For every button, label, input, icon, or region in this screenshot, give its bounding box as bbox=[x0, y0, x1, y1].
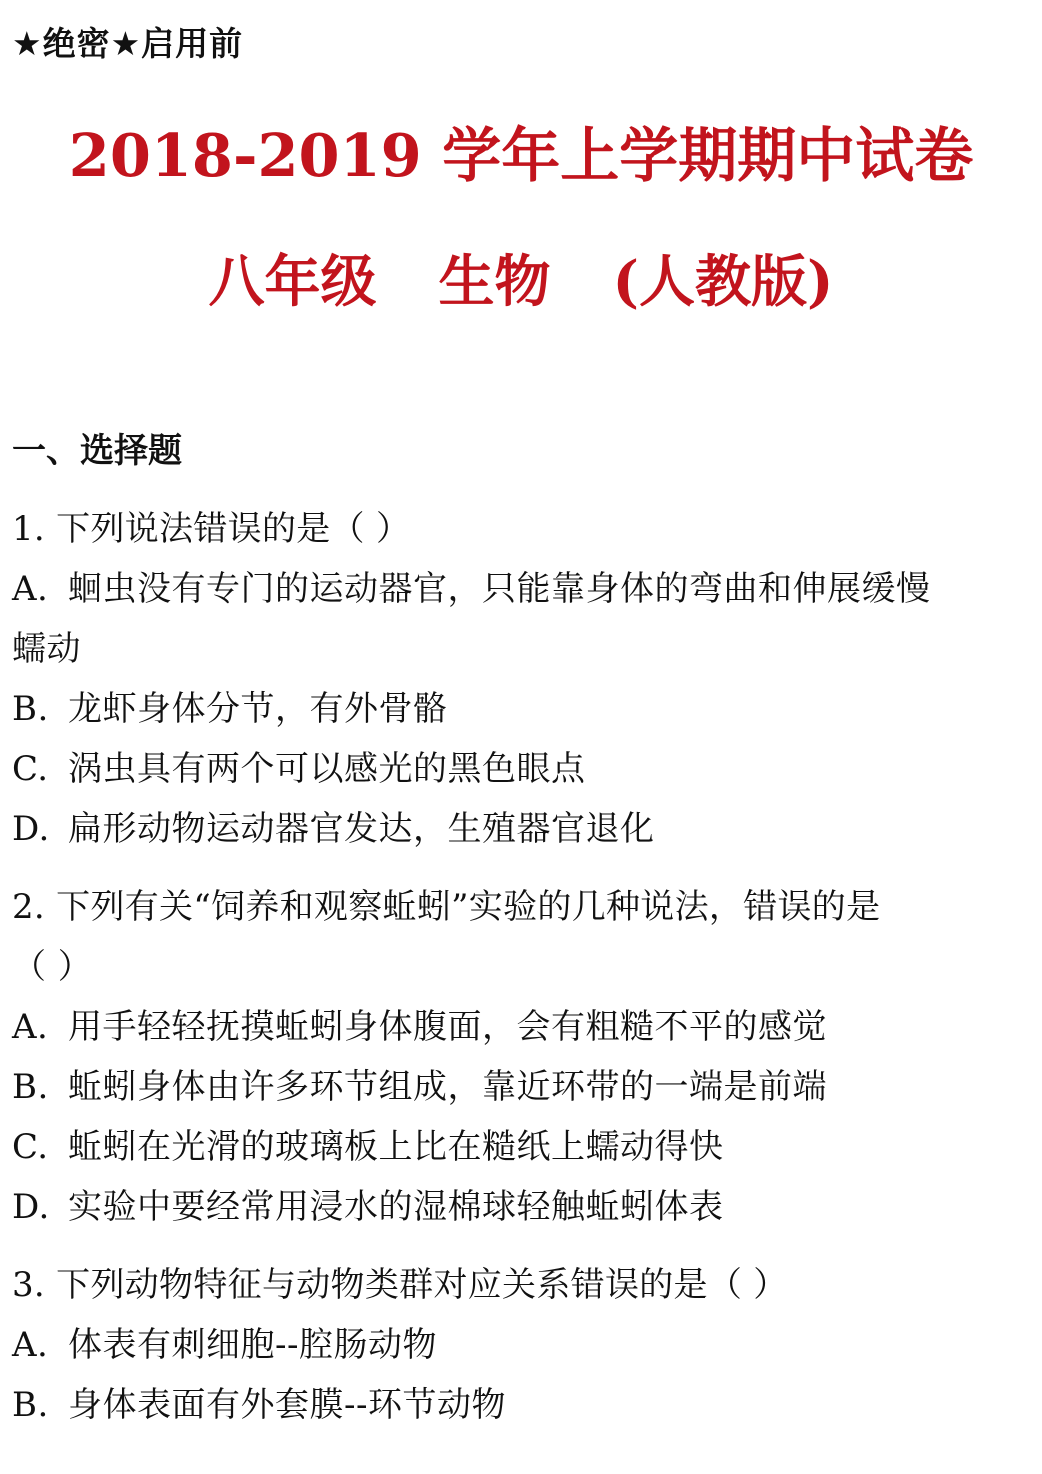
section-heading: 一、选择题 bbox=[12, 431, 182, 471]
question-2-option-a bbox=[12, 1004, 827, 1050]
option-letter: B. bbox=[12, 1067, 49, 1107]
question-3-option-b bbox=[12, 1382, 506, 1428]
option-text: 用手轻轻抚摸蚯蚓身体腹面，会有粗糙不平的感觉 bbox=[68, 1007, 827, 1047]
option-text: 体表有刺细胞--腔肠动物 bbox=[68, 1325, 437, 1365]
question-2-option-b bbox=[12, 1064, 827, 1110]
question-1-option-a-continued: 蠕动 bbox=[12, 629, 81, 669]
option-text: 身体表面有外套膜--环节动物 bbox=[68, 1385, 506, 1425]
option-letter: A. bbox=[12, 1325, 49, 1365]
option-text: 涡虫具有两个可以感光的黑色眼点 bbox=[68, 749, 586, 789]
question-2-stem-continued: （ ） bbox=[12, 947, 93, 987]
question-1-option-c bbox=[12, 746, 586, 792]
secret-mark: ★绝密★启用前 bbox=[12, 24, 244, 63]
option-letter: A. bbox=[12, 1007, 49, 1047]
option-text: 扁形动物运动器官发达，生殖器官退化 bbox=[68, 809, 655, 849]
question-2-option-d bbox=[12, 1184, 724, 1230]
question-3-stem: 3. 下列动物特征与动物类群对应关系错误的是（ ） bbox=[12, 1265, 788, 1305]
question-2-option-c bbox=[12, 1124, 724, 1170]
option-text: 蛔虫没有专门的运动器官，只能靠身体的弯曲和伸展缓慢 bbox=[68, 569, 931, 609]
grade-label: 八年级 bbox=[208, 249, 377, 315]
option-text: 蚯蚓在光滑的玻璃板上比在糙纸上蠕动得快 bbox=[68, 1127, 724, 1167]
option-text: 龙虾身体分节，有外骨骼 bbox=[68, 689, 448, 729]
exam-title: 2018-2019 学年上学期期中试卷 bbox=[68, 121, 974, 190]
question-2-stem: 2. 下列有关“饲养和观察蚯蚓”实验的几种说法，错误的是 bbox=[12, 887, 881, 927]
option-letter: B. bbox=[12, 689, 49, 729]
question-1-option-b bbox=[12, 686, 448, 732]
option-letter: A. bbox=[12, 569, 49, 609]
option-text: 实验中要经常用浸水的湿棉球轻触蚯蚓体表 bbox=[68, 1187, 724, 1227]
subject-label: 生物 bbox=[438, 249, 551, 315]
edition-label: (人教版) bbox=[612, 249, 834, 315]
option-letter: C. bbox=[12, 749, 49, 789]
option-text: 蚯蚓身体由许多环节组成，靠近环带的一端是前端 bbox=[68, 1067, 827, 1107]
option-letter: B. bbox=[12, 1385, 49, 1425]
question-1-option-a bbox=[12, 566, 931, 612]
question-1-option-d bbox=[12, 806, 655, 852]
option-letter: D. bbox=[12, 809, 50, 849]
exam-subtitle bbox=[0, 246, 1042, 318]
question-3-option-a bbox=[12, 1322, 437, 1368]
question-1-stem: 1. 下列说法错误的是（ ） bbox=[12, 509, 411, 549]
option-letter: D. bbox=[12, 1187, 50, 1227]
option-letter: C. bbox=[12, 1127, 49, 1167]
